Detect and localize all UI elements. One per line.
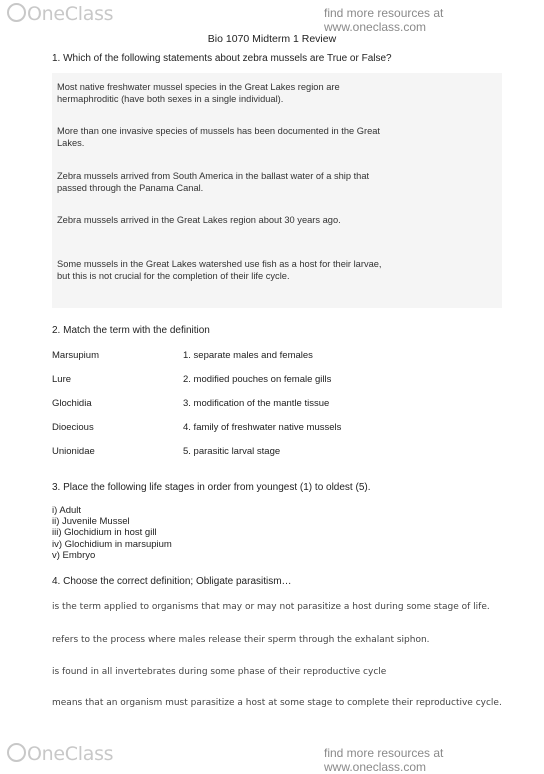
term-4: Dioecious [52, 422, 94, 433]
footer-tagline: find more resources at www.oneclass.com [324, 746, 444, 774]
definition-1: 1. separate males and females [183, 350, 313, 361]
option-1: is the term applied to organisms that may or may not parasitize a host during some stage of life. [52, 602, 490, 612]
header-tagline: find more resources at www.oneclass.com [324, 6, 444, 34]
term-2: Lure [52, 374, 72, 385]
header-logo-one: One [27, 3, 65, 25]
term-1: Marsupium [52, 350, 99, 361]
statement-2: More than one invasive species of mussels has been documented in the Great Lakes. [57, 126, 380, 148]
statement-3: Zebra mussels arrived from South America in the ballast water of a ship that passed through the Panama Canal. [57, 171, 370, 193]
option-4: means that an organism must parasitize a host at some stage to complete their reproductive cycle. [52, 698, 502, 708]
header-logo-class: Class [64, 3, 114, 25]
logo-circle-icon [7, 3, 26, 22]
term-5: Unionidae [52, 446, 95, 457]
stage-3: iii) Glochidium in host gill [52, 527, 157, 538]
definition-2: 2. modified pouches on female gills [183, 374, 332, 385]
question-3-prompt: 3. Place the following life stages in order from youngest (1) to oldest (5). [52, 482, 371, 493]
option-3: is found in all invertebrates during some phase of their reproductive cycle [52, 667, 387, 677]
stage-5: v) Embryo [52, 550, 96, 561]
definition-3: 3. modification of the mantle tissue [183, 398, 330, 409]
footer-logo [7, 743, 113, 765]
term-3: Glochidia [52, 398, 92, 409]
stage-1: i) Adult [52, 505, 82, 516]
footer-logo-one: One [27, 743, 65, 765]
question-4-prompt: 4. Choose the correct definition; Obligate parasitism… [52, 576, 292, 587]
logo-circle-icon [7, 743, 26, 762]
stage-4: iv) Glochidium in marsupium [52, 539, 172, 550]
header-logo [7, 3, 113, 25]
definition-5: 5. parasitic larval stage [183, 446, 281, 457]
question-1-prompt: 1. Which of the following statements about zebra mussels are True or False? [52, 53, 392, 64]
statement-5: Some mussels in the Great Lakes watershed use fish as a host for their larvae, but this is not crucial for the completion of their life cycle. [57, 259, 382, 281]
footer-logo-class: Class [64, 743, 114, 765]
question-2-prompt: 2. Match the term with the definition [52, 325, 210, 336]
option-2: refers to the process where males release their sperm through the exhalant siphon. [52, 635, 430, 645]
definition-4: 4. family of freshwater native mussels [183, 422, 342, 433]
document-title: Bio 1070 Midterm 1 Review [207, 33, 337, 45]
statement-1: Most native freshwater mussel species in the Great Lakes region are hermaphroditic (have both sexes in a single individual). [57, 82, 340, 104]
statement-4: Zebra mussels arrived in the Great Lakes region about 30 years ago. [57, 215, 341, 225]
stage-2: ii) Juvenile Mussel [52, 516, 130, 527]
